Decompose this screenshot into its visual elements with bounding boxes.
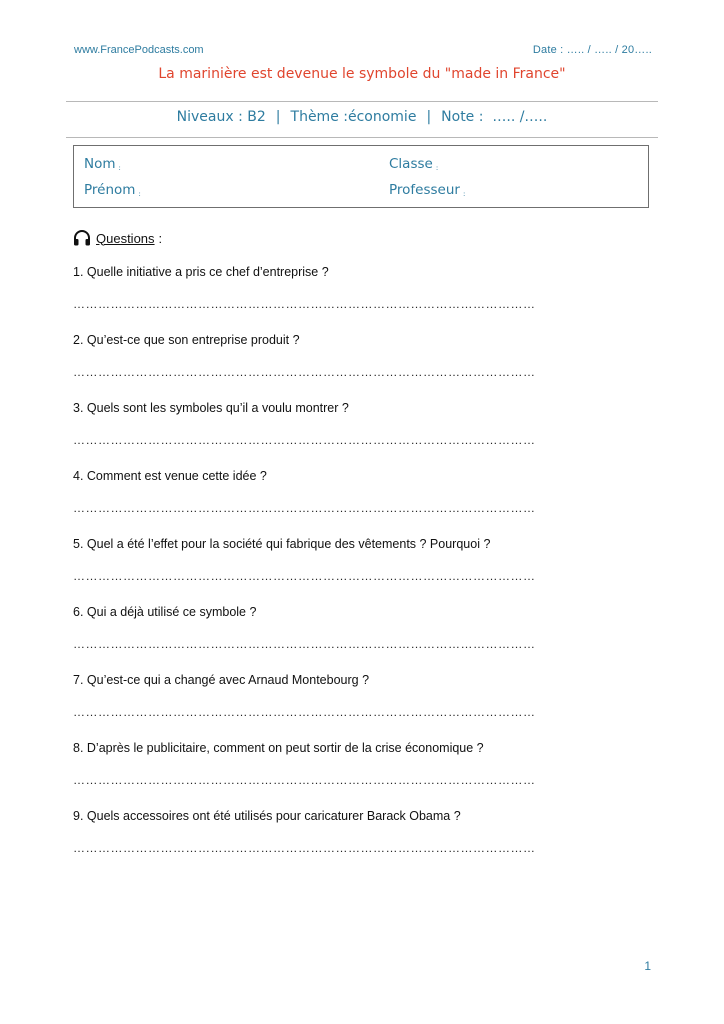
answer-line-7[interactable]: …………………………………………………………………………………………………	[73, 705, 536, 719]
divider-bottom	[66, 137, 658, 138]
question-2: 2. Qu’est-ce que son entreprise produit ?	[73, 333, 300, 347]
page-number: 1	[644, 959, 651, 973]
question-6: 6. Qui a déjà utilisé ce symbole ?	[73, 605, 257, 619]
classe-colon: :	[435, 164, 439, 172]
prenom-label: Prénom	[84, 182, 136, 198]
meta-separator: |	[275, 109, 281, 125]
professeur-field[interactable]	[389, 182, 465, 198]
question-7: 7. Qu’est-ce qui a changé avec Arnaud Montebourg ?	[73, 673, 370, 687]
questions-heading-colon: :	[158, 230, 163, 246]
divider-top	[66, 101, 658, 102]
headphones-icon	[73, 230, 91, 246]
note-label: Note : ….. /…..	[441, 109, 548, 125]
answer-line-1[interactable]: …………………………………………………………………………………………………	[73, 297, 536, 311]
classe-field[interactable]	[389, 156, 438, 172]
professeur-label: Professeur	[389, 182, 460, 198]
answer-line-2[interactable]: …………………………………………………………………………………………………	[73, 365, 536, 379]
nom-label: Nom	[84, 156, 116, 172]
answer-line-5[interactable]: …………………………………………………………………………………………………	[73, 569, 536, 583]
questions-heading	[73, 230, 162, 246]
document-title: La marinière est devenue le symbole du "made in France"	[158, 66, 566, 82]
prenom-colon: :	[138, 190, 141, 198]
prenom-field[interactable]	[84, 182, 141, 198]
classe-label: Classe	[389, 156, 433, 172]
question-1: 1. Quelle initiative a pris ce chef d’entreprise ?	[73, 265, 329, 279]
site-url[interactable]: www.FrancePodcasts.com	[74, 44, 204, 56]
theme-label: Thème :économie	[290, 109, 417, 125]
page-header	[74, 44, 652, 60]
professeur-colon: :	[462, 190, 466, 198]
level-label: Niveaux : B2	[176, 109, 266, 125]
answer-line-9[interactable]: …………………………………………………………………………………………………	[73, 841, 536, 855]
answer-line-4[interactable]: …………………………………………………………………………………………………	[73, 501, 536, 515]
level-theme-note-bar	[66, 109, 658, 125]
nom-field[interactable]	[84, 156, 121, 172]
answer-line-8[interactable]: …………………………………………………………………………………………………	[73, 773, 536, 787]
question-3: 3. Quels sont les symboles qu’il a voulu montrer ?	[73, 401, 349, 415]
nom-colon: :	[118, 164, 121, 172]
question-9: 9. Quels accessoires ont été utilisés pour caricaturer Barack Obama ?	[73, 809, 461, 823]
question-8: 8. D’après le publicitaire, comment on peut sortir de la crise économique ?	[73, 741, 484, 755]
student-info-box	[73, 145, 649, 208]
meta-separator: |	[426, 109, 432, 125]
answer-line-3[interactable]: …………………………………………………………………………………………………	[73, 433, 536, 447]
question-5: 5. Quel a été l’effet pour la société qui fabrique des vêtements ? Pourquoi ?	[73, 537, 491, 551]
question-4: 4. Comment est venue cette idée ?	[73, 469, 267, 483]
answer-line-6[interactable]: …………………………………………………………………………………………………	[73, 637, 536, 651]
questions-heading-label: Questions	[96, 230, 155, 246]
date-field: Date : ….. / ….. / 20…..	[532, 44, 652, 56]
